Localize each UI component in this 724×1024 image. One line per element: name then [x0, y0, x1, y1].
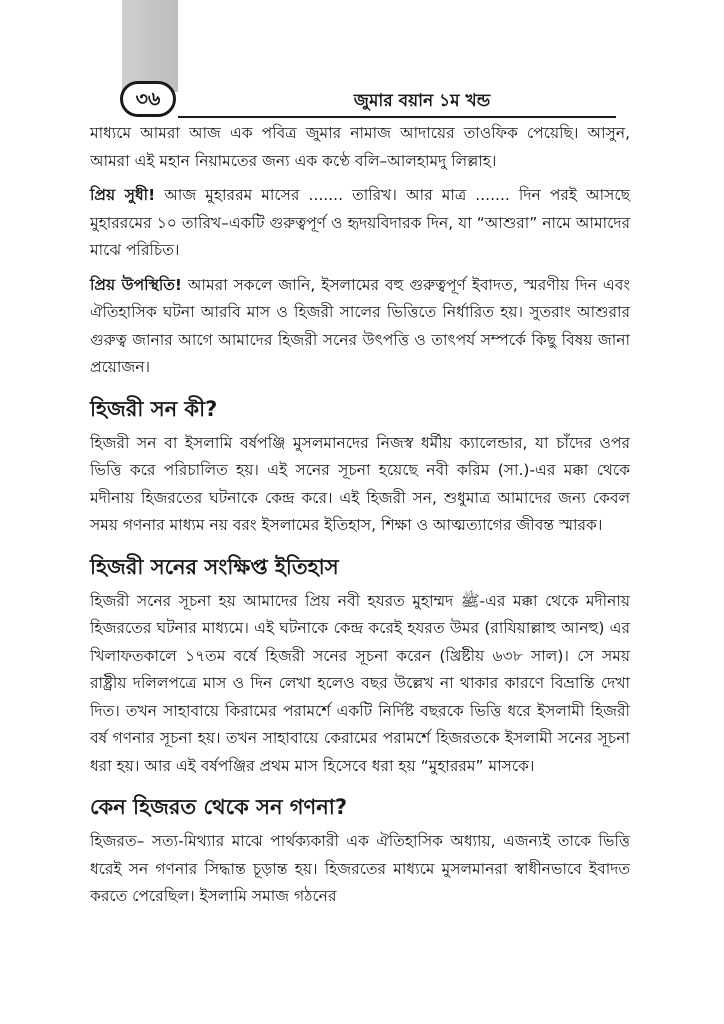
page-tab-decoration — [122, 0, 178, 92]
paragraph-text: আজ মুহাররম মাসের ....... তারিখ। আর মাত্র ....... দিন পরই আসছে মুহাররমের ১০ তারিখ–একটি গুরুত্বপূর্ণ ও হৃদয়বিদারক দিন, যা “আশুরা” নামে আমাদের মাঝে পরিচিত। — [90, 186, 630, 259]
section-heading-what-is-hijri: হিজরী সন কী? — [90, 396, 218, 421]
page-body — [90, 120, 630, 918]
header-rule — [178, 116, 616, 118]
book-title: জুমার বয়ান ১ম খন্ড — [353, 91, 491, 111]
paragraph-text: আমরা সকলে জানি, ইসলামের বহু গুরুত্বপূর্ণ ইবাদত, স্মরণীয় দিন এবং ঐতিহাসিক ঘটনা আরবি মাস ও হিজরী সালের ভিত্তিতে নির্ধারিত হয়। সুতরাং আশুরার গুরুত্ব জানার আগে আমাদের হিজরী সনের উৎপত্তি ও তাৎপর্য সম্পর্কে কিছু বিষয় জানা প্রয়োজন। — [90, 275, 630, 376]
section-paragraph: হিজরী সন বা ইসলামি বর্ষপঞ্জি মুসলমানদের নিজস্ব ধর্মীয় ক্যালেন্ডার, যা চাঁদের ওপর ভিত্তি করে পরিচালিত হয়। এই সনের সূচনা হয়েছে নবী করিম (সা.)-এর মক্কা থেকে মদীনায় হিজরতের ঘটনাকে কেন্দ্র করে। এই হিজরী সন, শুধুমাত্র আমাদের জন্য কেবল সময় গণনার মাধ্যম নয় বরং ইসলামের ইতিহাস, শিক্ষা ও আত্মত্যাগের জীবন্ত স্মারক। — [90, 433, 630, 534]
page-number: ৩৬ — [120, 81, 176, 117]
paragraph-lead: প্রিয় উপস্থিতি! — [90, 275, 182, 294]
paragraph-importance — [90, 272, 630, 382]
section-heading-history: হিজরী সনের সংক্ষিপ্ত ইতিহাস — [90, 554, 339, 579]
section-paragraph: হিজরী সনের সূচনা হয় আমাদের প্রিয় নবী হযরত মুহাম্মদ ﷺ-এর মক্কা থেকে মদীনায় হিজরতের ঘটনার মাধ্যমে। এই ঘটনাকে কেন্দ্র করেই হযরত উমর (রাযিয়াল্লাহু আনহু) এর খিলাফতকালে ১৭তম বর্ষে হিজরী সনের সূচনা করেন (খ্রিষ্টীয় ৬৩৮ সাল)। সে সময় রাষ্ট্রীয় দলিলপত্রে মাস ও দিন লেখা হলেও বছর উল্লেখ না থাকার কারণে বিভ্রান্তি দেখা দিত। তখন সাহাবায়ে কিরামের পরামর্শে একটি নির্দিষ্ট বছরকে ভিত্তি ধরে ইসলামী হিজরী বর্ষ গণনার সূচনা হয়। তখন সাহাবায়ে কেরামের পরামর্শে হিজরতকে ইসলামী সনের সূচনা ধরা হয়। আর এই বর্ষপঞ্জির প্রথম মাস হিসেবে ধরা হয় “মুহাররম” মাসকে। — [90, 591, 630, 775]
paragraph-intro: মাধ্যমে আমরা আজ এক পবিত্র জুমার নামাজ আদায়ের তাওফিক পেয়েছি। আসুন, আমরা এই মহান নিয়ামতের জন্য এক কণ্ঠে বলি–আলহামদু লিল্লাহ। — [90, 124, 630, 170]
section-paragraph: হিজরত– সত্য-মিথ্যার মাঝে পার্থক্যকারী এক ঐতিহাসিক অধ্যায়, এজন্যই তাকে ভিত্তি ধরেই সন গণনার সিদ্ধান্ত চূড়ান্ত হয়। হিজরতের মাধ্যমে মুসলমানরা স্বাধীনভাবে ইবাদত করতে পেরেছিল। ইসলামি সমাজ গঠনের — [90, 832, 630, 905]
paragraph-lead: প্রিয় সুধী! — [90, 186, 156, 204]
section-heading-why-hijrat: কেন হিজরত থেকে সন গণনা? — [90, 795, 348, 819]
paragraph-date — [90, 182, 630, 265]
